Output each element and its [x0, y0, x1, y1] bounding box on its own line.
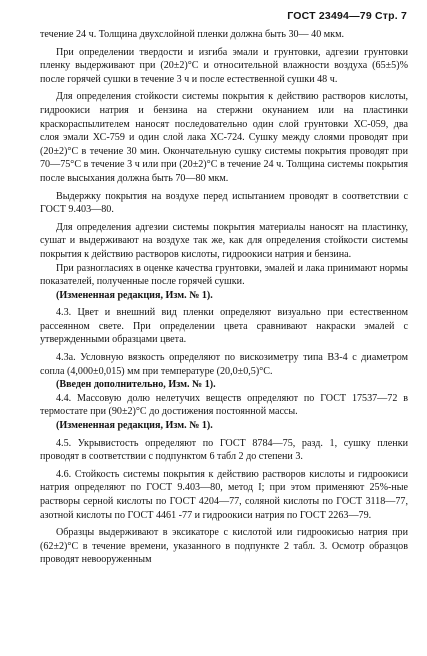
- amendment-note: (Измененная редакция, Изм. № 1).: [56, 289, 213, 301]
- amendment-note: (Введен дополнительно, Изм. № 1).: [56, 379, 216, 391]
- paragraph: 4.5. Укрывистость определяют по ГОСТ 8784—75, разд. 1, сушку пленки проводят в соответствии с подпунктом 6 табл 2 до степени 3.: [40, 437, 408, 463]
- paragraph: Для определения стойкости системы покрытия к действию растворов кислоты, гидроокиси натрия и бензина на стержни окунанием или на пластинки краскораспылителем наносят последовательно один слой грунтовки ХС-059, два слоя эмали ХС-759 и один слой лака ХС-724. Сушку между слоями проводят при (20±2)°С в течение 30 мин. Окончательную сушку системы покрытия проводят при 70—75°С в течение 3 ч или при (20±2)°С в течение 24 ч. Толщина системы покрытия после высыхания должна быть 70—80 мкм.: [40, 91, 408, 184]
- paragraph: При определении твердости и изгиба эмали и грунтовки, адгезии грунтовки пленку выдерживают при (20±2)°С и относительной влажности воздуха (65±5)% после горячей сушки в течение 3 ч и после естественной сушки 48 ч.: [40, 46, 408, 85]
- paragraph: Выдержку покрытия на воздухе перед испытанием проводят в соответствии с ГОСТ 9.403—80.: [40, 190, 408, 216]
- page-header: ГОСТ 23494—79 Стр. 7: [287, 10, 407, 22]
- paragraph: 4.6. Стойкость системы покрытия к действию растворов кислоты и гидроокиси натрия определяют по ГОСТ 9.403—80, метод I; при этом применяют 25%-ные растворы серной кислоты по ГОСТ 4204—77, соляной кислоты по ГОСТ 3118—77, азотной кислоты по ГОСТ 4461 -77 и гидроокиси натрия по ГОСТ 2263—79.: [40, 468, 408, 521]
- amendment-note: (Измененная редакция, Изм. № 1).: [56, 420, 213, 432]
- document-body: [40, 28, 408, 567]
- paragraph: 4.3. Цвет и внешний вид пленки определяют визуально при естественном рассеянном свете. При определении цвета сравнивают накраски эмалей с утвержденными образцами цвета.: [40, 307, 408, 346]
- paragraph: Для определения адгезии системы покрытия материалы наносят на пластинку, сушат и выдерживают на воздухе так же, как для определения стойкости системы покрытия к действию растворов кислоты, гидроокиси натрия и бензина.: [40, 221, 408, 260]
- paragraph: При разногласиях в оценке качества грунтовки, эмалей и лака принимают нормы показателей, полученные после горячей сушки.: [40, 262, 408, 288]
- paragraph: Образцы выдерживают в эксикаторе с кислотой или гидроокисью натрия при (62±2)°С в течение времени, указанного в подпункте 2 табл. 3. Осмотр образцов проводят невооруженным: [40, 527, 408, 566]
- paragraph: 4.3а. Условную вязкость определяют по вискозиметру типа ВЗ-4 с диаметром сопла (4,000±0,015) мм при температуре (20,0±0,5)°С.: [40, 352, 408, 377]
- paragraph: 4.4. Массовую долю нелетучих веществ определяют по ГОСТ 17537—72 в термостате при (90±2)°С до достижения постоянной массы.: [40, 392, 408, 418]
- paragraph: течение 24 ч. Толщина двухслойной пленки должна быть 30— 40 мкм.: [40, 29, 344, 40]
